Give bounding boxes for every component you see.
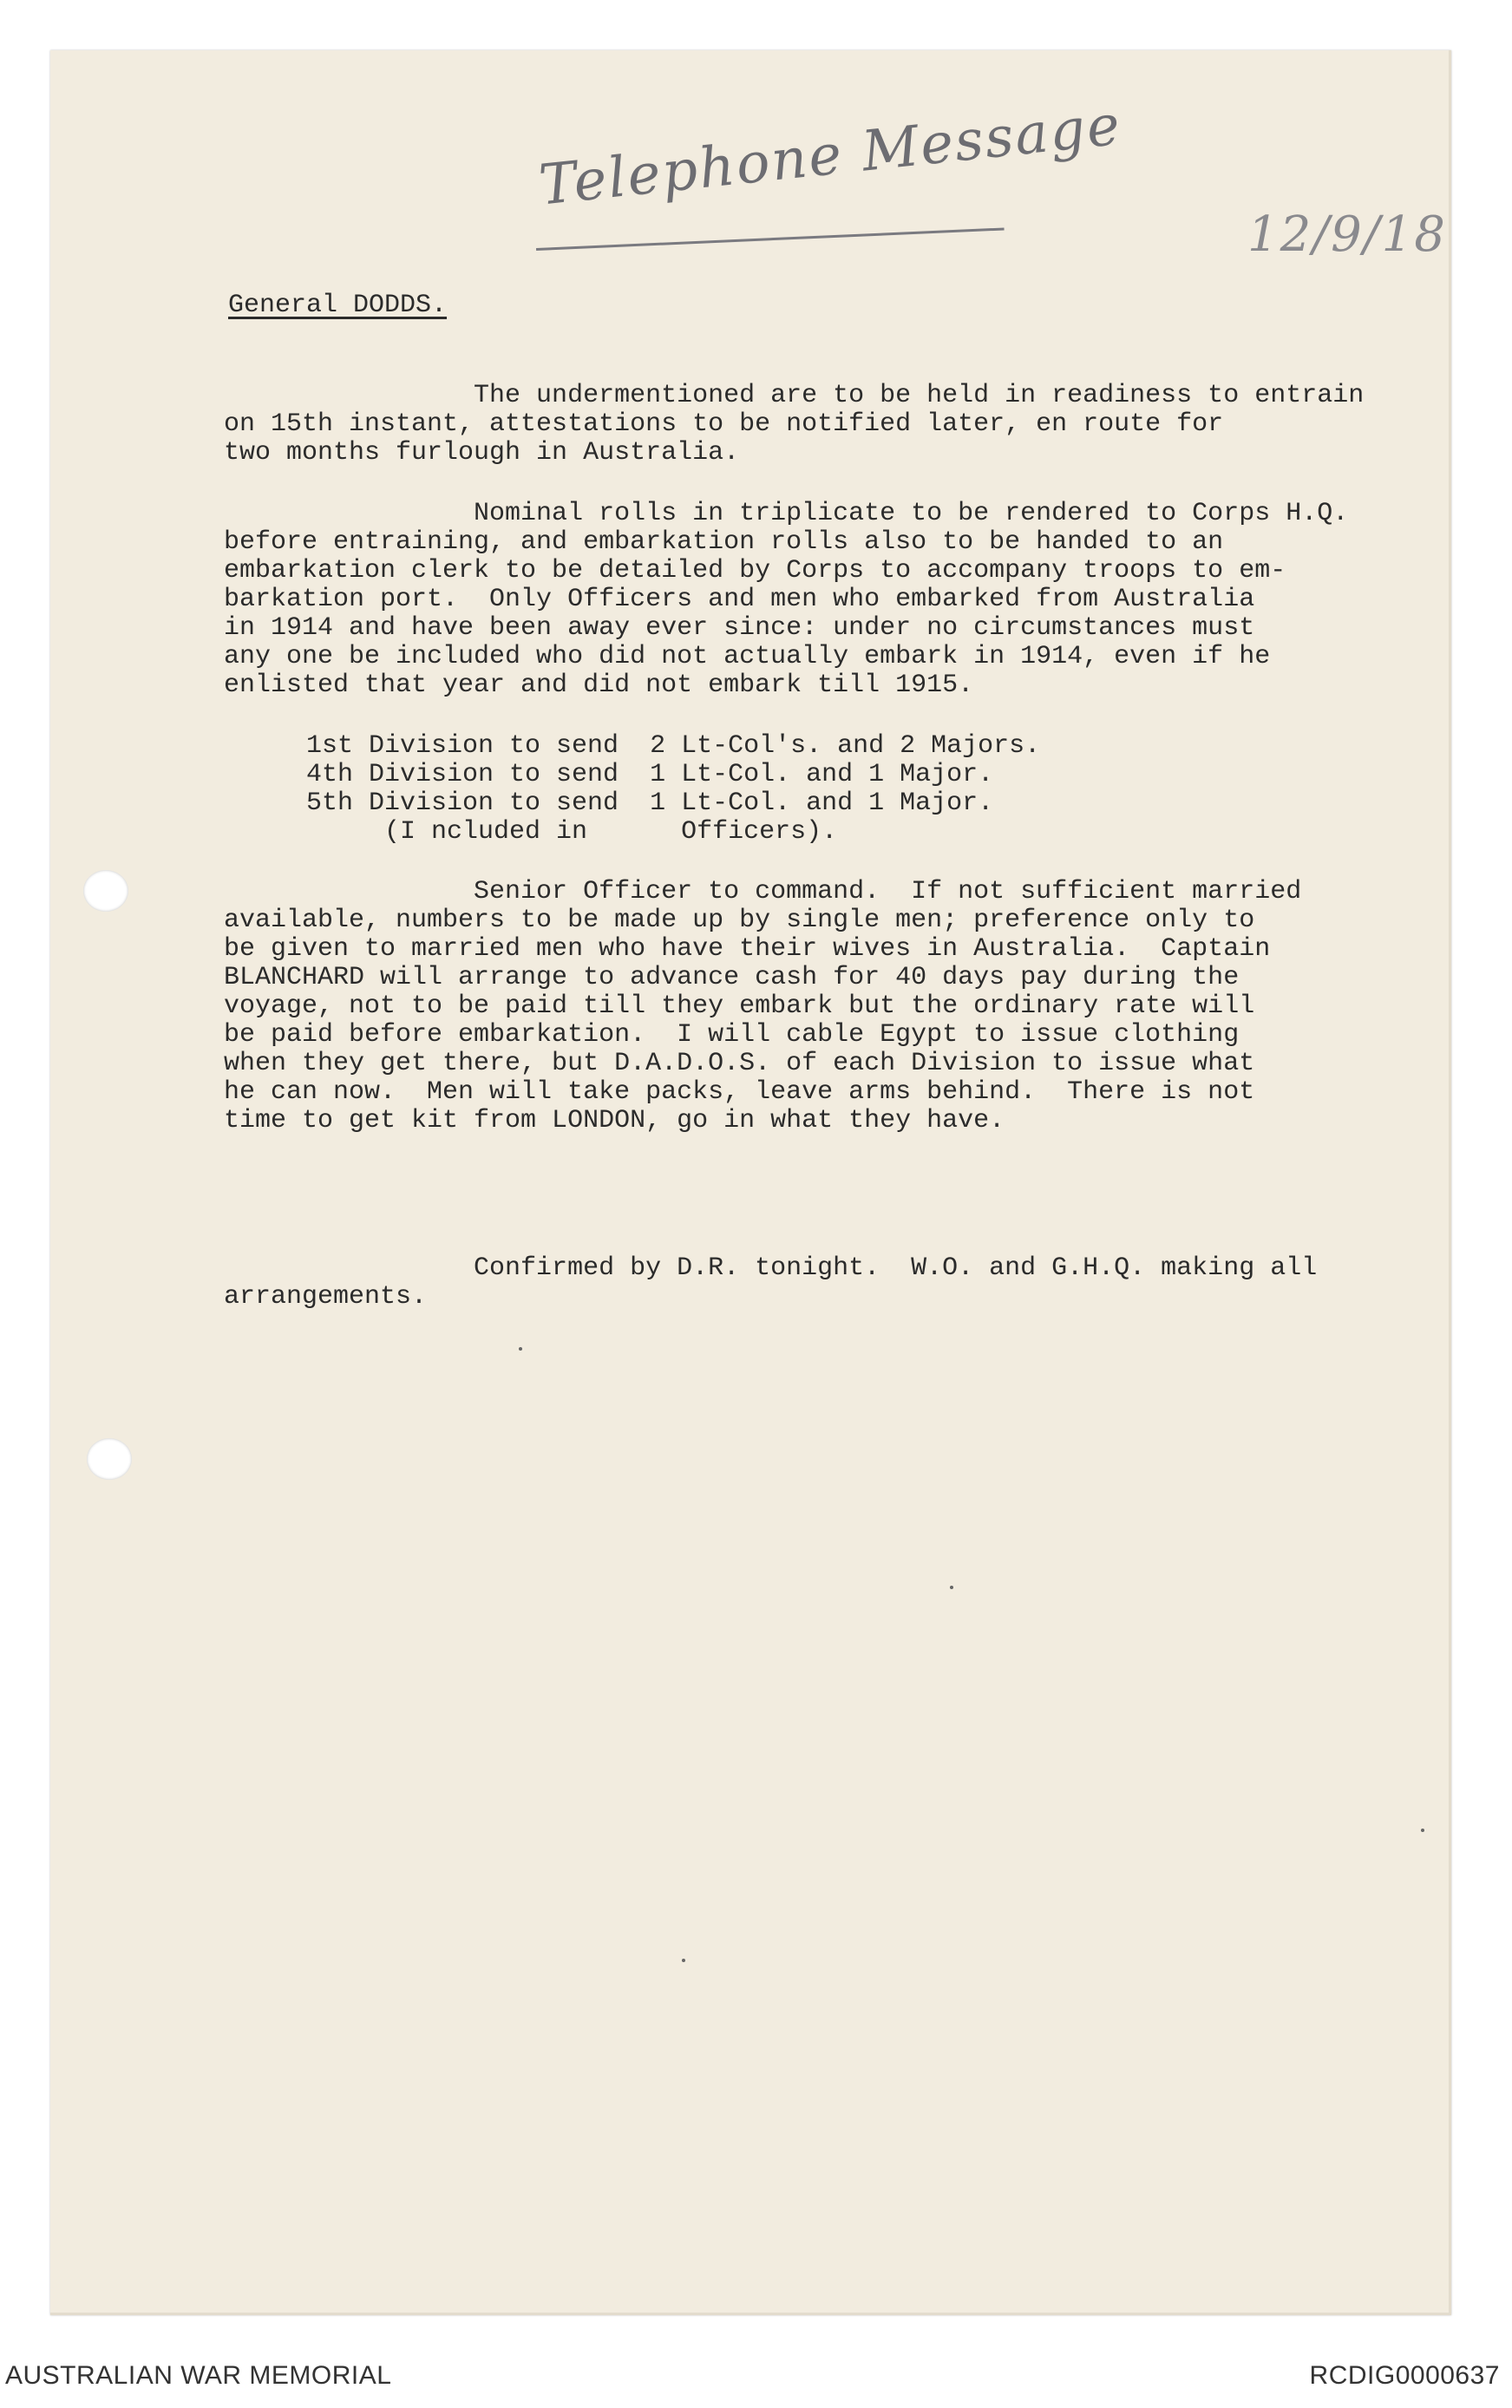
paragraph-entrain: The undermentioned are to be held in readiness to entrain on 15th instant, attestations to be notified later, en route for two months furlough in Australia. — [224, 381, 1365, 468]
paragraph-senior-officer: Senior Officer to command. If not sufficient married available, numbers to be made up by single men; preference only to be given to married men who have their wives in Australia. Captain BLANCHARD will arrange to advance cash for 40 days pay during the voyage, not to be paid till they embark but the ordinary rate will be paid before embarkation. I will cable Egypt to issue clothing when they get there, but D.A.D.O.S. of each Division to issue what he can now. Men will take packs, leave arms behind. There is not time to get kit from LONDON, go in what they have. — [224, 877, 1302, 1135]
paper-speck — [682, 1959, 685, 1962]
paragraph-nominal-rolls: Nominal rolls in triplicate to be rendered to Corps H.Q. before entraining, and embarkation rolls also to be handed to an embarkation clerk to be detailed by Corps to accompany troops to em- barkation port. Only Officers and men who embarked from Australia in 1914 and have been away ever since: under no circumstances must any one be included who did not actually embark in 1914, even if he enlisted that year and did not embark till 1915. — [224, 499, 1349, 700]
addressee: General DODDS. — [228, 291, 448, 320]
document-page — [50, 50, 1451, 2315]
paragraph-confirmed: Confirmed by D.R. tonight. W.O. and G.H.Q. making all arrangements. — [224, 1253, 1318, 1312]
handwritten-underline — [536, 227, 1005, 251]
division-allotment: 1st Division to send 2 Lt-Col's. and 2 Majors. 4th Division to send 1 Lt-Col. and 1 Major. 5th Division to send 1 Lt-Col. and 1 Major. (I ncluded in Officers). — [306, 731, 1041, 847]
punch-hole-upper — [83, 870, 128, 912]
punch-hole-lower — [87, 1438, 132, 1480]
handwritten-date: 12/9/18 — [1247, 206, 1447, 263]
handwritten-title: Telephone Message — [536, 93, 1125, 219]
paper-speck — [950, 1586, 953, 1589]
footer-record-id: RCDIG0000637 — [1309, 2361, 1500, 2390]
paper-speck — [1421, 1829, 1424, 1832]
footer-institution: AUSTRALIAN WAR MEMORIAL — [5, 2361, 392, 2390]
paper-speck — [519, 1347, 522, 1351]
